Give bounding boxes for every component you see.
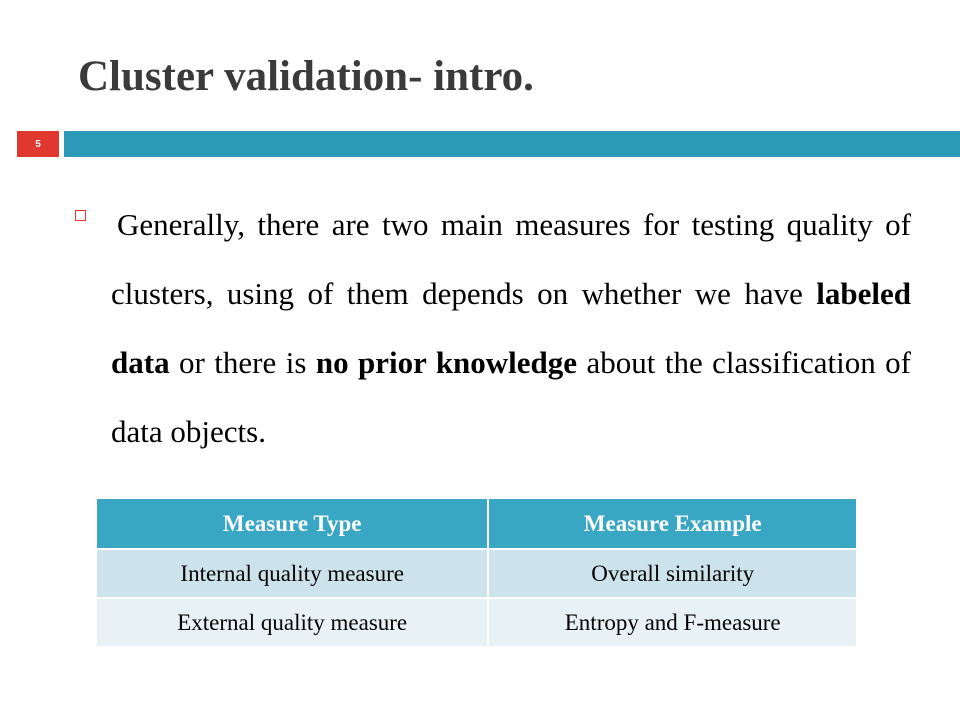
- table-cell: Entropy and F-measure: [488, 598, 856, 646]
- table-header-row: [97, 499, 856, 549]
- page-number-badge: [17, 131, 59, 157]
- bullet-text-part: about the classification of data objects.: [111, 345, 911, 449]
- measure-table: [97, 499, 856, 646]
- square-bullet-icon: [75, 210, 86, 221]
- bullet-text-part: or there is: [169, 345, 316, 380]
- table-row: [97, 549, 856, 598]
- bullet-point: [75, 190, 911, 466]
- table-cell: Overall similarity: [488, 549, 856, 598]
- header-rule: [64, 131, 960, 157]
- page-number: 5: [35, 138, 41, 150]
- column-header-measure-example: Measure Example: [488, 499, 856, 549]
- table-row: [97, 598, 856, 646]
- table-cell: Internal quality measure: [97, 549, 488, 598]
- bullet-text-part: Generally, there are two main measures for testing quality of clusters, using of them depends on whether we have: [111, 207, 911, 311]
- column-header-measure-type: Measure Type: [97, 499, 488, 549]
- bullet-text: [111, 190, 911, 466]
- bullet-text-bold: no prior knowledge: [315, 345, 578, 380]
- bullet-text-bold: labeled data: [111, 276, 911, 380]
- slide-title: Cluster validation- intro.: [78, 53, 534, 100]
- table-cell: External quality measure: [97, 598, 488, 646]
